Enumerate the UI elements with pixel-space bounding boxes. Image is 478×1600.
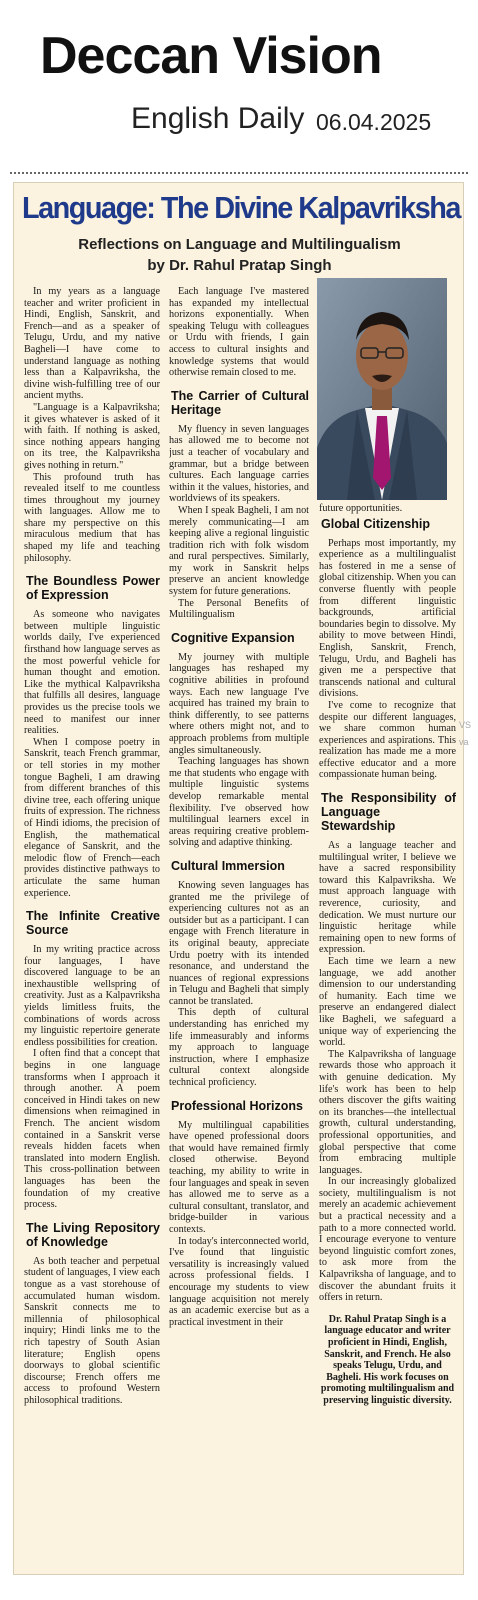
margin-note-1: VS [459, 720, 472, 730]
masthead-date: 06.04.2025 [316, 109, 432, 135]
paragraph: In today's interconnected world, I've found that linguistic versatility is increasingly valued across professional fields. I encourage my students to view language acquisition not merely as an academic exercise but as a practical investment in their [169, 1235, 309, 1328]
article-column-2 [169, 286, 309, 1574]
paragraph: As someone who navigates between multiple linguistic worlds daily, I've experienced firsthand how language serves as the most powerful vehicle for human thought and emotion. Like the mythical Kalpavriksha that fulfills all desires, language provides us the precise tools we need to manifest our inner realities. [24, 609, 160, 737]
paragraph: When I speak Bagheli, I am not merely communicating—I am keeping alive a regional linguistic tradition rich with folk wisdom and rural perspectives. Similarly, my work in Sanskrit helps preserve an ancient knowledge system for future generations. [169, 504, 309, 598]
paragraph: I've come to recognize that despite our different languages, we share common human experiences and aspirations. This realization has made me a more effective educator and a more compassionate human being. [319, 699, 456, 781]
paragraph: future opportunities. [319, 503, 403, 514]
section-heading: Cultural Immersion [171, 858, 285, 873]
paragraph: As a language teacher and multilingual writer, I believe we have a sacred responsibility toward this Kalpavriksha. We must approach language with reverence, curiosity, and dedication. We must nurture our linguistic heritage while remaining open to new forms of expression. [319, 840, 456, 956]
dotted-divider [10, 172, 468, 174]
masthead-subtitle: English Daily [131, 102, 305, 135]
paragraph: My multilingual capabilities have opened professional doors that would have remained firmly closed otherwise. Beyond teaching, my ability to write in four languages and speak in seven has allowed me to serve as a cultural consultant, translator, and bridge-builder in various contexts. [169, 1119, 309, 1235]
section-heading: The Infinite Creative Source [26, 909, 160, 938]
paragraph: The Kalpavriksha of language rewards those who approach it with genuine dedication. My life's work has been to help others discover the gifts waiting on its branches—the intellectual growth, cultural understanding, professional opportunities, and global perspective that come from embracing multiple languages. [319, 1048, 456, 1176]
section-heading: The Boundless Power of Expression [26, 574, 160, 603]
headline: Language: The Divine Kalpavriksha [22, 190, 460, 225]
section-heading: The Living Repository of Knowledge [26, 1220, 160, 1249]
paragraph: Each time we learn a new language, we add another dimension to our understanding of humanity. Each time we preserve an endangered dialect like Bagheli, we safeguard a unique way of experiencing the world. [319, 956, 456, 1049]
section-heading: Global Citizenship [321, 516, 431, 531]
paragraph: In our increasingly globalized society, multilingualism is not merely an academic achievement but a practical necessity and a path to a more connected world. I encourage everyone to venture beyond linguistic comfort zones, to ask more from the Kalpavriksha of language, and to discover the abundant fruits it offers in return. [319, 1176, 456, 1304]
author-portrait-image [317, 278, 447, 500]
paragraph: I often find that a concept that begins in one language transforms when I approach it through another. A poem conceived in Hindi takes on new dimensions when reimagined in French. The ancient wisdom contained in a Sanskrit verse reveals hidden facets when translated into modern English. This cross-pollination between languages has been the foundation of my creative process. [24, 1048, 160, 1211]
paragraph: In my writing practice across four languages, I have discovered language to be an inexhaustible wellspring of creativity. Just as a Kalpavriksha yields limitless fruits, the combinations of words across my linguistic repertoire generate endless possibilities for creation. [24, 944, 160, 1048]
paragraph: When I compose poetry in Sanskrit, teach French grammar, or tell stories in my mother tongue Bagheli, I am drawing from different branches of this divine tree, each offering unique fruits of expression. The richness of Hindi idioms, the precision of English, the mathematical elegance of Sanskrit, and the melodic flow of French—each provides distinctive pathways to articulate the same human experience. [24, 736, 160, 899]
byline: by Dr. Rahul Pratap Singh [147, 257, 332, 274]
section-heading: Cognitive Expansion [171, 630, 295, 645]
section-heading: The Responsibility of Language Stewardship [321, 791, 456, 834]
margin-note-2: va [459, 737, 469, 747]
author-bio: Dr. Rahul Pratap Singh is a language educator and writer proficient in Hindi, English, Sanskrit, and French. He also speaks Telugu, Urdu, and Bagheli. His work focuses on promoting multilingualism and preserving linguistic diversity. [320, 1313, 455, 1406]
paragraph: My journey with multiple languages has reshaped my cognitive abilities in profound ways. Each new language I've acquired has trained my brain to think differently, to see patterns where others might not, and to approach problems from multiple angles simultaneously. [169, 651, 309, 756]
article-clipping [13, 182, 464, 1575]
article-column-1 [24, 286, 160, 1574]
masthead-title: Deccan Vision [40, 27, 382, 85]
paragraph: The Personal Benefits of Multilingualism [169, 597, 309, 621]
author-photo [317, 278, 447, 500]
section-heading: Professional Horizons [171, 1098, 303, 1113]
paragraph: Perhaps most importantly, my experience as a multilingualist has fostered in me a sense of global citizenship. When you can converse fluently with people from different linguistic backgrounds, artificial boundaries begin to dissolve. My ability to move between Hindi, English, Sanskrit, French, Telugu, Urdu, and Bagheli has given me a perspective that transcends national and cultural divisions. [319, 537, 456, 700]
article-column-3 [319, 503, 456, 1573]
paragraph: Knowing seven languages has granted me the privilege of experiencing cultures not as an outsider but as a participant. I can engage with French literature in its original beauty, appreciate Urdu poetry with its intended resonance, and understand the nuances of regional expressions in Telugu and Bagheli that simply cannot be translated. [169, 879, 309, 1007]
paragraph: This depth of cultural understanding has enriched my life immeasurably and informs my approach to language instruction, where I emphasize cultural context alongside technical proficiency. [169, 1007, 309, 1089]
paragraph: This profound truth has revealed itself to me countless times throughout my journey with languages. Allow me to share my perspective on this miraculous medium that has shaped my life and teaching philosophy. [24, 471, 160, 564]
paragraph: "Language is a Kalpavriksha; it gives whatever is asked of it with faith. If nothing is asked, since nothing appears hanging on its tree, the Kalpavriksha gives nothing in return." [24, 401, 160, 471]
subhead-title: Reflections on Language and Multilingualism [78, 236, 401, 253]
paragraph: As both teacher and perpetual student of languages, I view each tongue as a vast storehouse of accumulated human wisdom. Sanskrit connects me to millennia of philosophical inquiry; Hindi links me to the rich tapestry of South Asian literature; English opens doorways to global scientific discourse; French offers me access to profound Western philosophical traditions. [24, 1255, 160, 1406]
paragraph: My fluency in seven languages has allowed me to become not just a teacher of vocabulary and grammar, but a bridge between cultures. Each language carries within it the values, histories, and worldviews of its speakers. [169, 423, 309, 505]
section-heading: The Carrier of Cultural Heritage [171, 388, 309, 417]
paragraph: Each language I've mastered has expanded my intellectual horizons exponentially. When speaking Telugu with colleagues or Urdu with friends, I gain access to cultural insights and knowledge systems that would otherwise remain closed to me. [169, 286, 309, 379]
paragraph: In my years as a language teacher and writer proficient in Hindi, English, Sanskrit, and French—and as a speaker of Telugu, Urdu, and my native Bagheli—I have come to understand language as nothing less than a Kalpavriksha, the divine wish-fulfilling tree of our ancient myths. [24, 286, 160, 402]
paragraph: Teaching languages has shown me that students who engage with multiple linguistic systems develop remarkable mental flexibility. I've observed how multilingual learners excel in areas requiring creative problem-solving and adaptive thinking. [169, 756, 309, 849]
